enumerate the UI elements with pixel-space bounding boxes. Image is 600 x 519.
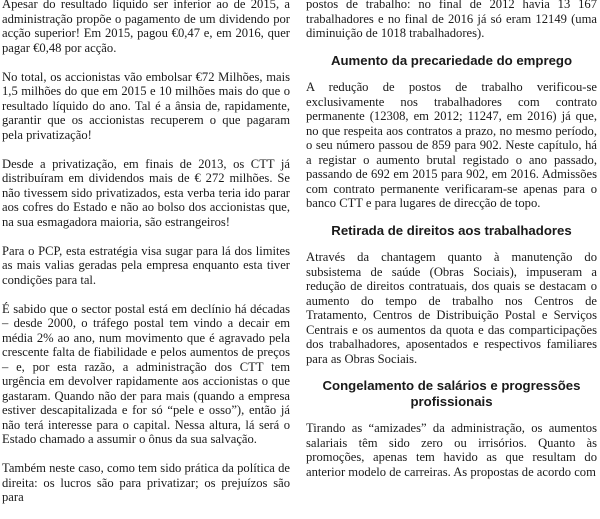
paragraph-salaries: Tirando as “amizades” da administração, os aumentos salariais têm sido zero ou irrisórios. Quanto às promoções, apenas tem havido as que resultam do anterior modelo de carreiras. As propostas de acordo com [306,421,597,479]
right-column [306,0,597,491]
paragraph-rights: Através da chantagem quanto à manutenção do subsistema de saúde (Obras Sociais), impuseram a redução de direitos contratuais, dos quais se destacam o aumento do tempo de trabalho nos Centros de Tratamento, Centros de Distribuição Postal e Serviços Centrais e os aumentos da quota e das comparticipações dos trabalhadores, aposentados e respectivos familiares para as Obras Sociais. [306,250,597,366]
paragraph-since-privatization: Desde a privatização, em finais de 2013, os CTT já distribuíram em dividendos mais de € 272 milhões. Se não tivessem sido privatizados, esta verba teria ido parar aos cofres do Estado e não ao bolso dos accionistas que, na sua esmagadora maioria, são estrangeiros! [2,156,290,229]
section-heading-salaries: Congelamento de salários e progressões profissionais [322,378,581,409]
paragraph-jobs-intro: postos de trabalho: no final de 2012 havia 13 167 trabalhadores e no final de 2016 já só eram 12149 (uma diminuição de 1018 trabalhadores). [306,0,597,40]
paragraph-precarity: A redução de postos de trabalho verificou-se exclusivamente nos trabalhadores com contrato permanente (12308, em 2012; 11247, em 2016) já que, no que respeita aos contratos a prazo, no mesmo período, o seu número passou de 859 para 902. Neste capítulo, há a registar o aumento brutal registado o ano passado, passando de 692 em 2015 para 902, em 2016. Admissões com contrato permanente verificaram-se apenas para o banco CTT e para lugares de direcção de topo. [306,80,597,210]
section-heading-precarity: Aumento da precariedade do emprego [330,52,573,68]
paragraph-pcp-strategy: Para o PCP, esta estratégia visa sugar para lá dos limites as mais valias geradas pela empresa enquanto esta tiver condições para tal. [2,243,290,287]
paragraph-right-wing-policy: Também neste caso, como tem sido prática da política de direita: os lucros são para privatizar; os prejuízos são para [2,461,290,504]
section-heading-rights: Retirada de direitos aos trabalhadores [331,222,572,238]
left-column [2,0,290,519]
paragraph-postal-decline: É sabido que o sector postal está em declínio há décadas – desde 2000, o tráfego postal tem vindo a decair em média 2% ao ano, num movimento que é agravado pela crescente falta de fiabilidade e pelos aumentos de preços – e, por esta razão, a administração dos CTT tem urgência em devolver rapidamente aos accionistas o que gastaram. Quando não der para mais (quando a empresa estiver descapitalizada e for só “pele e osso”), então já não terá interesse para o capital. Nessa altura, lá será o Estado chamado a assumir o ônus da sua salvação. [2,301,290,446]
paragraph-dividend-proposal: Apesar do resultado líquido ser inferior ao de 2015, a administração propõe o pagamento de um dividendo por acção superior! Em 2015, pagou €0,47 e, em 2016, quer pagar €0,48 por acção. [2,0,290,55]
paragraph-shareholders-total: No total, os accionistas vão embolsar €72 Milhões, mais 1,5 milhões do que em 2015 e 10 milhões mais do que o resultado líquido do ano. Tal é a ânsia de, rapidamente, garantir que os accionistas recuperem o que pagaram pela privatização! [2,69,290,142]
